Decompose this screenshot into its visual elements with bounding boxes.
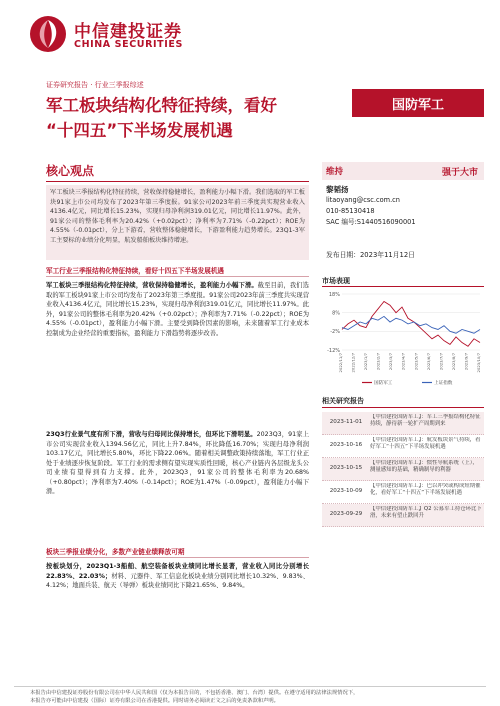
chart-y-tick-label: -12% xyxy=(327,347,340,354)
section-1-divider xyxy=(46,276,309,277)
logo-text-en: CHINA SECURITIES xyxy=(74,39,183,50)
section-3-heading: 板块三季报业绩分化，多数产业链业绩释放可期 xyxy=(46,548,185,556)
chart-x-tick-label: 2023/3/7 xyxy=(388,353,394,371)
related-report-date: 2023-10-09 xyxy=(329,488,363,494)
related-report-row[interactable] xyxy=(322,412,484,435)
analyst-phone: 010-85130418 xyxy=(326,207,375,215)
company-logo xyxy=(28,12,228,56)
related-report-row[interactable] xyxy=(322,504,484,527)
analyst-name: 黎韬扬 xyxy=(326,185,349,194)
chart-x-tick-label: 2022/11/7 xyxy=(338,353,343,373)
footer-line-2: 本报告亦可能由中信建投（国际）证券有限公司在香港提供。同时请务必阅读正文之后的免责条款和声明。 xyxy=(30,698,279,704)
section-3-body: 材料、元器件、军工信息化板块业绩分别同比增长10.32%、9.83%、4.12%；地面兵装、航天（导弹）板块业绩同比下降21.65%、9.84%。 xyxy=(46,572,309,589)
related-report-row[interactable] xyxy=(322,435,484,458)
chart-x-tick-label: 2023/8/7 xyxy=(450,353,456,371)
related-report-row[interactable] xyxy=(322,458,484,481)
footer-divider xyxy=(14,686,486,687)
chart-divider xyxy=(322,286,484,287)
section-2-lead: 23Q3行业景气度有所下滑，营收与归母同比保持增长，但环比下滑明显。 xyxy=(46,431,257,438)
related-report-date: 2023-10-15 xyxy=(329,465,363,471)
analyst-info xyxy=(326,184,486,228)
core-summary: 军工板块三季报结构化特征持续，营收保持稳健增长，盈利能力小幅下滑。我们选取的军工板块91家上市公司均发布了2023年第三季度报。91家公司2023年前三季度共实现营业收入4136.4亿元，同比增长15.23%，实现归母净利润319.01亿元，同比增长11.97%。此外，91家公司的整体毛利率为20.42%（+0.02pct）；净利率为7.71%（-0.22pct）；ROE为4.55%（-0.01pct），分上下游看，营收整体稳健增长，下游盈利能力趋势增长。23Q1-3军工主要标的业绩分化明显，航发船舶板块维持增速。 xyxy=(46,185,309,260)
related-reports-list xyxy=(322,412,484,527)
chart-y-tick-label: -2% xyxy=(330,329,340,336)
industry-tag: 国防军工 xyxy=(352,89,484,117)
related-report-title[interactable]: 【中信建投国防军工】：军工三季报结构化特征持续，静待新一轮扩产周期到来 xyxy=(370,414,481,428)
logo-mark-icon xyxy=(28,14,68,54)
logo-text-cn: 中信建投证券 xyxy=(74,22,182,42)
chart-y-tick-label: 18% xyxy=(328,291,340,298)
chart-x-tick-label: 2023/7/7 xyxy=(438,353,444,371)
publish-date: 发布日期：2023年11月12日 xyxy=(326,251,415,259)
related-divider xyxy=(322,407,484,408)
analyst-sac: SAC 编号:S1440516090001 xyxy=(326,218,416,226)
section-2-body: 2023Q3，91家上市公司实现营业收入1394.56亿元，同比上升7.84%，环比降低16.70%；实现归母净利润103.17亿元，同比增长5.80%，环比下降22.06%。随着相关调整政策持续落地，军工行业正处于业绩逐步恢复阶段。军工行业的需求侧有望实现实质性回暖，核心产业链内各层级龙头公司业绩有望得到有力支撑。此外，2023Q3，91家公司的整体毛利率为20.68%（+0.80pct）；净利率为7.40%（-0.14pct）；ROE为1.47%（-0.09pct），盈利能力小幅下滑。 xyxy=(46,431,309,495)
chart-x-tick-label: 2023/5/7 xyxy=(413,353,419,371)
section-1-lead: 军工板块三季报结构化特征持续，营收保持稳健增长，盈利能力小幅下滑。 xyxy=(46,282,258,289)
chart-x-tick-label: 2022/12/7 xyxy=(350,353,356,373)
title-line-1: 军工板块结构化特征持续，看好 xyxy=(46,96,277,115)
section-1-body: 截至目前，我们选取的军工板块91家上市公司均发布了2023年第三季度报。91家公司2023年前三季度共实现营业收入4136.4亿元，同比增长15.23%，实现归母净利润319.01亿元，同比增长11.97%。此外，91家公司的整体毛利率为20.42%（+0.02pct）；净利率为7.71%（-0.22pct）；ROE为4.55%（-0.01pct），盈利能力小幅下滑。主要受到降价因素的影响，未来随着军工行业成本控制成为企业经营的重要指标，盈利能力下滑趋势将逐步改善。 xyxy=(46,282,309,337)
chart-series-line xyxy=(342,316,480,333)
section-1-paragraph xyxy=(46,281,309,423)
chart-title: 市场表现 xyxy=(322,277,350,285)
section-3-paragraph xyxy=(46,562,309,624)
rating-value: 强于大市 xyxy=(441,168,478,178)
footer-line-1: 本报告由中信建投证券股份有限公司在中华人民共和国（仅为本报告目的，不包括香港、澳门、台湾）提供。在遵守适用的法律法规情况下， xyxy=(30,690,359,696)
chart-x-tick-label: 2023/10/7 xyxy=(476,353,481,373)
chart-x-tick-label: 2023/4/7 xyxy=(400,353,406,371)
related-report-title[interactable]: 【中信建投国防军工】：惯性导航系统（上），测量感知的基础，精确制导的利器 xyxy=(370,460,478,474)
related-report-title[interactable]: 【中信建投国防军工】：巴以冲突或构成短期催化，看好军工“十四五”下半场发展机遇 xyxy=(370,483,481,497)
related-report-row[interactable] xyxy=(322,481,484,504)
related-report-date: 2023-09-29 xyxy=(329,511,363,517)
section-1-heading: 军工行业三季报结构化特征持续，看好十四五下半场发展机遇 xyxy=(46,267,225,275)
core-heading: 核心观点 xyxy=(46,164,95,178)
related-report-title[interactable]: 【中信建投国防军工】Q2 公募军工持仓环比下滑，未来有望止跌回升 xyxy=(370,506,482,520)
related-heading: 相关研究报告 xyxy=(322,397,364,405)
section-3-divider xyxy=(46,557,309,558)
related-report-date: 2023-11-01 xyxy=(329,419,363,425)
market-performance-chart xyxy=(322,288,484,388)
related-report-title[interactable]: 【中信建投国防军工】：航发板块景气持续，看好军工“十四五”下半场发展机遇 xyxy=(370,437,481,451)
chart-legend-label: 上证指数 xyxy=(434,381,453,386)
footer-disclaimer xyxy=(30,689,490,705)
chart-series-line xyxy=(342,301,480,346)
rating-label: 维持 xyxy=(326,167,344,177)
section-3-lead: 按板块划分，2023Q1-3船舶、航空装备板块业绩同比增长显著，营业收入同比分别增长22.83%、22.03%； xyxy=(46,563,309,580)
analyst-email[interactable]: litaoyang@csc.com.cn xyxy=(326,196,400,204)
chart-x-tick-label: 2023/1/7 xyxy=(363,353,369,371)
rating-bar xyxy=(322,162,484,180)
report-type: 证券研究报告 · 行业三季报综述 xyxy=(46,81,144,89)
chart-legend-label: 国防军工 xyxy=(374,381,393,386)
chart-x-tick-label: 2023/6/7 xyxy=(425,353,431,371)
report-title xyxy=(46,93,346,143)
chart-x-tick-label: 2023/9/7 xyxy=(463,353,469,371)
title-line-2: “十四五”下半场发展机遇 xyxy=(46,121,233,140)
core-divider xyxy=(46,181,309,182)
chart-y-tick-label: 8% xyxy=(332,310,340,317)
related-report-date: 2023-10-16 xyxy=(329,442,363,448)
chart-x-tick-label: 2023/2/7 xyxy=(375,353,381,371)
section-2-paragraph xyxy=(46,430,309,540)
